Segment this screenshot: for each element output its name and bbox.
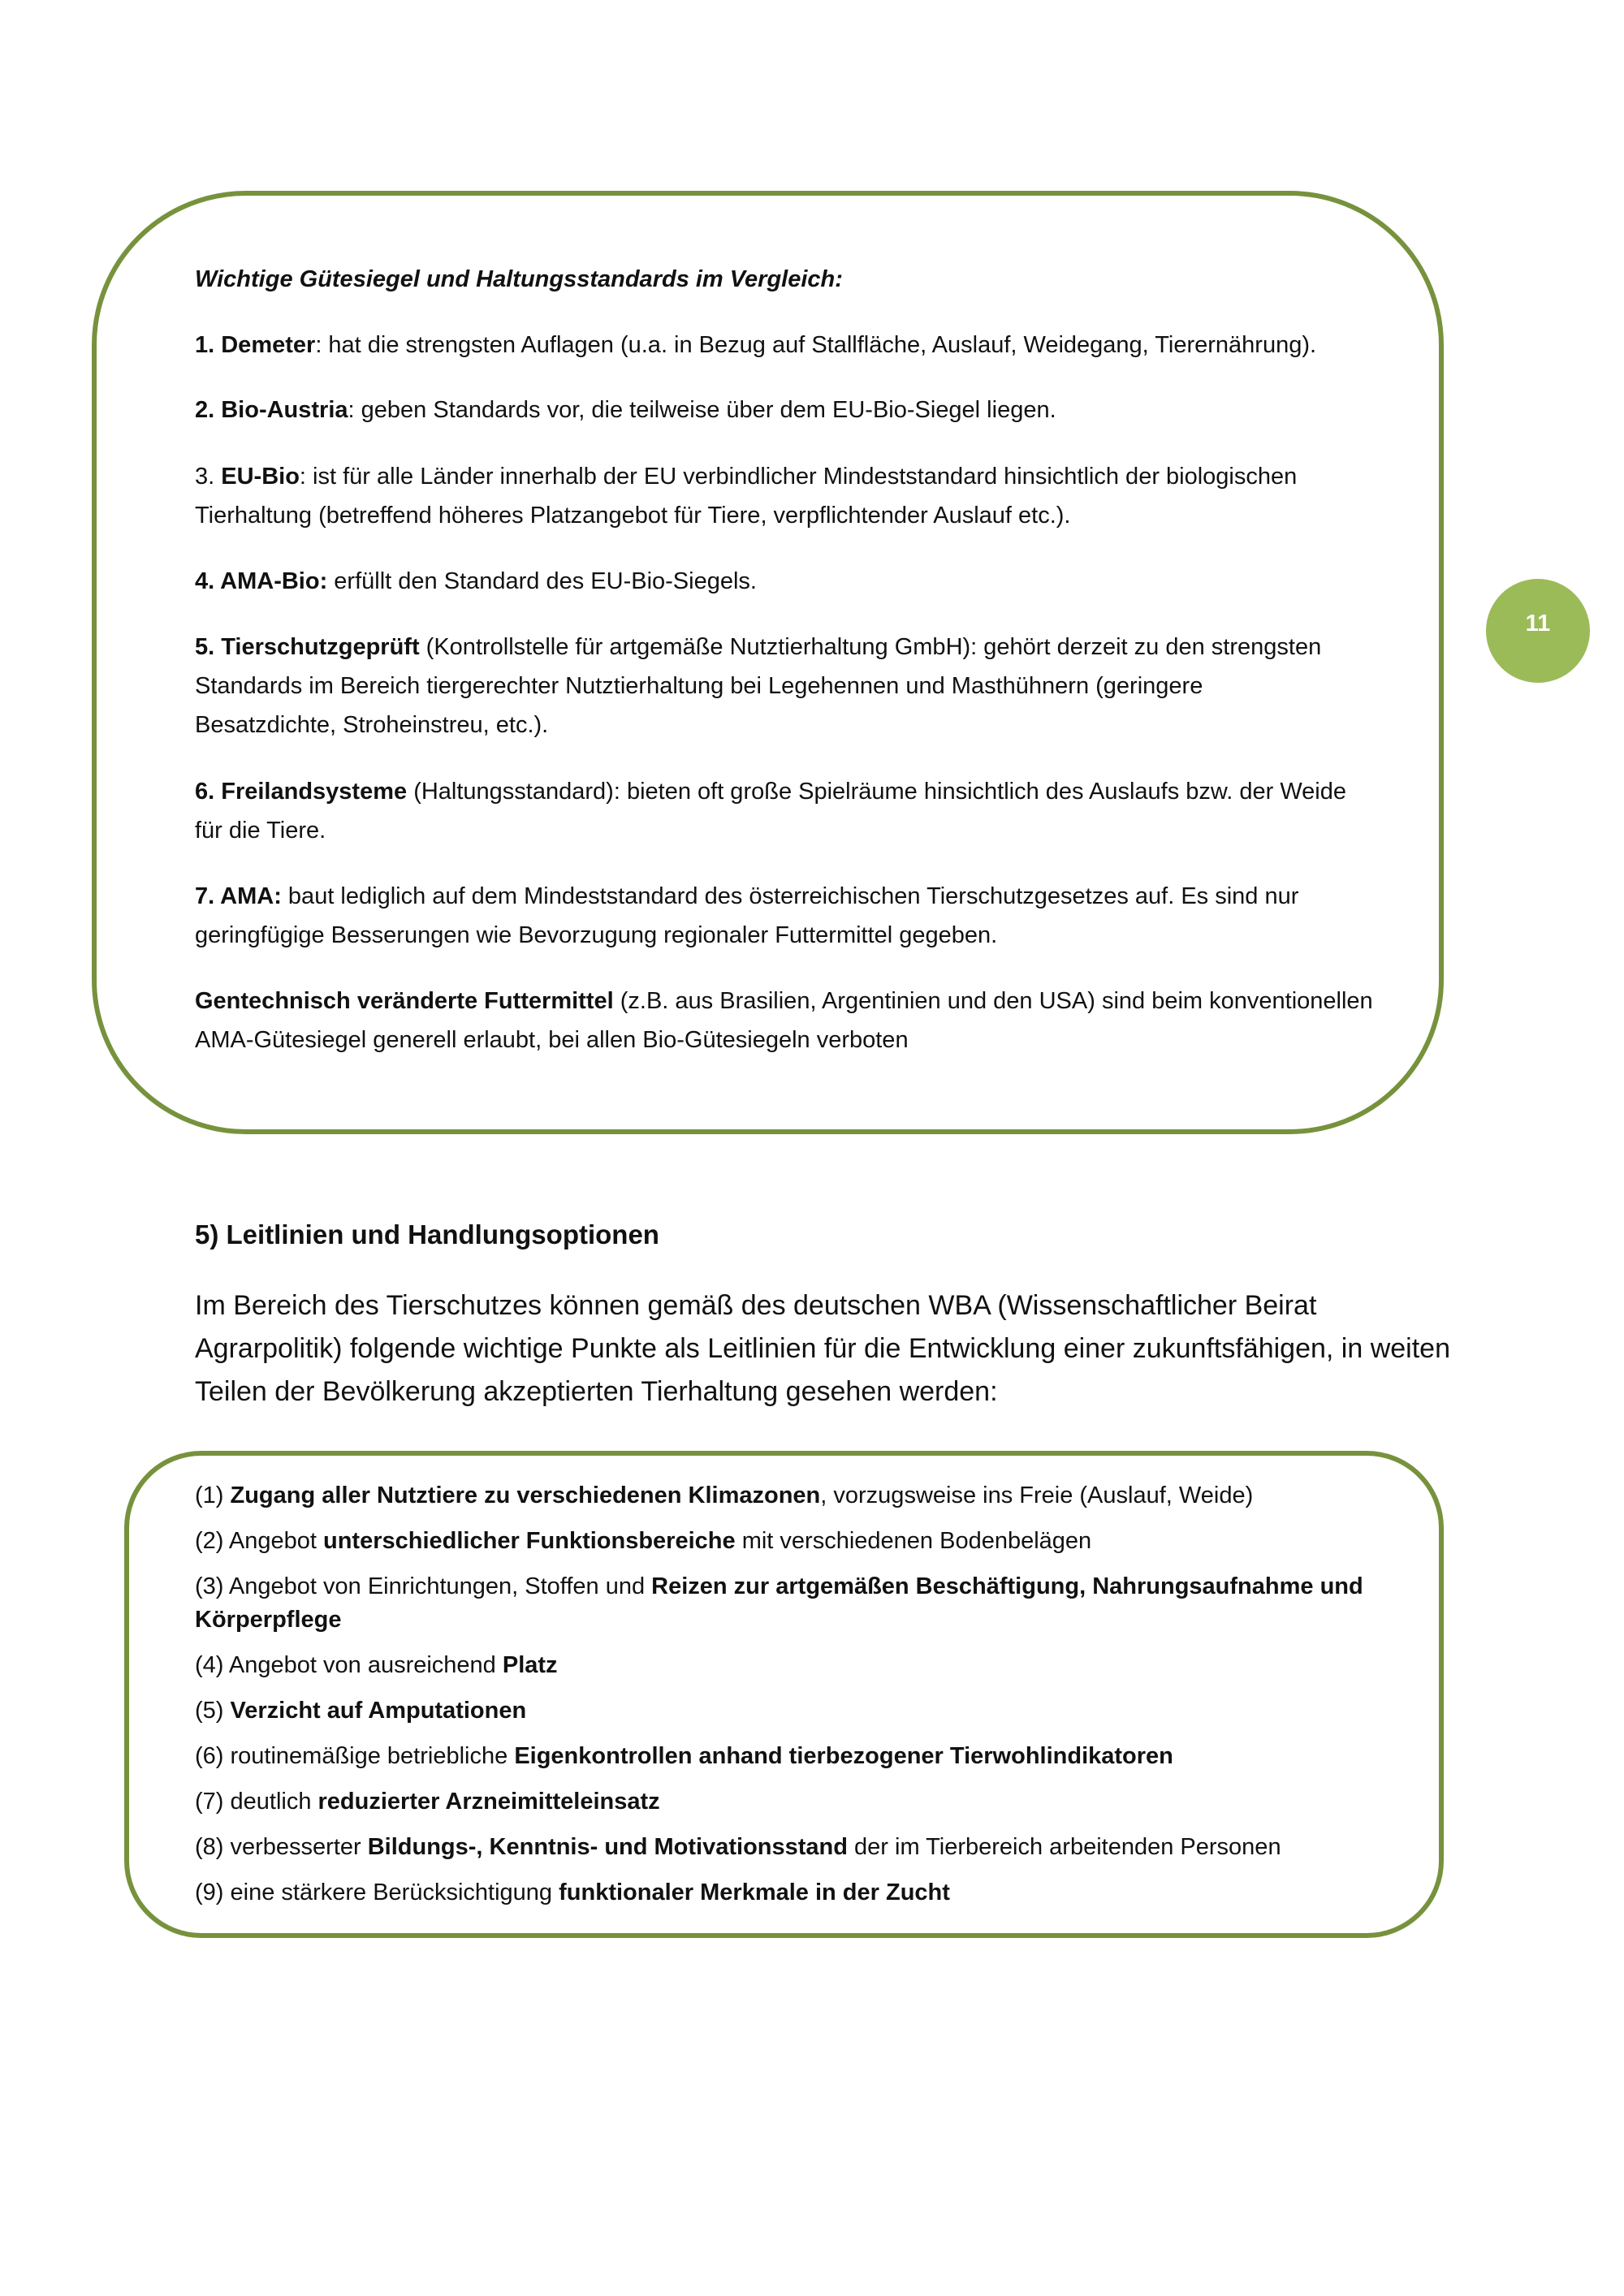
seal-label: 1. Demeter (195, 332, 316, 358)
guideline-item (195, 1785, 660, 1819)
seal-label: EU-Bio (221, 464, 300, 490)
seal-item-demeter (195, 326, 1316, 365)
guideline-text: (9) eine stärkere Berücksichtigung (195, 1880, 559, 1905)
guideline-bold: Eigenkontrollen anhand tierbezogener Tierwohlindikatoren (514, 1743, 1173, 1769)
guideline-text: der im Tierbereich arbeitenden Personen (847, 1834, 1281, 1860)
guideline-bold: Verzicht auf Amputationen (230, 1698, 527, 1724)
seal-label: 7. AMA: (195, 883, 282, 909)
seal-label: Gentechnisch veränderte Futtermittel (195, 988, 614, 1014)
guideline-text: (6) routinemäßige betriebliche (195, 1743, 515, 1769)
section-heading: 5) Leitlinien und Handlungsoptionen (195, 1219, 659, 1249)
seal-item-tierschutzgeprueft (195, 628, 1321, 744)
guideline-text: (5) (195, 1698, 231, 1724)
seal-text: AMA-Gütesiegel generell erlaubt, bei allen Bio-Gütesiegeln verboten (195, 1027, 909, 1053)
guideline-bold: Körperpflege (195, 1607, 342, 1633)
guideline-bold: Reizen zur artgemäßen Beschäftigung, Nahrungsaufnahme und (651, 1573, 1363, 1599)
seal-text: geringfügige Besserungen wie Bevorzugung regionaler Futtermittel gegeben. (195, 922, 998, 948)
seal-text: : geben Standards vor, die teilweise über dem EU-Bio-Siegel liegen. (348, 397, 1056, 423)
guideline-item (195, 1479, 1253, 1513)
guideline-bold: funktionaler Merkmale in der Zucht (559, 1880, 950, 1905)
guideline-item (195, 1525, 1091, 1558)
seal-text: : hat die strengsten Auflagen (u.a. in Bezug auf Stallfläche, Auslauf, Weidegang, Tierernährung). (315, 332, 1317, 358)
seal-label: 4. AMA-Bio: (195, 568, 328, 594)
seal-prefix: 3. (195, 464, 222, 490)
seal-label: 2. Bio-Austria (195, 397, 348, 423)
seal-text: Standards im Bereich tiergerechter Nutztierhaltung bei Legehennen und Masthühnern (geringere (195, 673, 1203, 699)
guideline-item (195, 1831, 1281, 1864)
guideline-text: (3) Angebot von Einrichtungen, Stoffen und (195, 1573, 652, 1599)
seal-item-freilandsysteme (195, 772, 1346, 850)
seal-text: Tierhaltung (betreffend höheres Platzangebot für Tiere, verpflichtender Auslauf etc.). (195, 503, 1071, 529)
guideline-item (195, 1740, 1173, 1773)
guideline-text: mit verschiedenen Bodenbelägen (735, 1528, 1092, 1554)
seal-item-ama-bio (195, 562, 757, 601)
seal-text: baut lediglich auf dem Mindeststandard des österreichischen Tierschutzgesetzes auf. Es sind nur (281, 883, 1299, 909)
guideline-text: (1) (195, 1482, 231, 1508)
seal-text: (z.B. aus Brasilien, Argentinien und den USA) sind beim konventionellen (613, 988, 1373, 1014)
seal-text: für die Tiere. (195, 818, 326, 844)
box-title: Wichtige Gütesiegel und Haltungsstandards im Vergleich: (195, 266, 843, 292)
seal-text: Besatzdichte, Stroheinstreu, etc.). (195, 712, 549, 738)
guideline-item (195, 1570, 1363, 1637)
seal-item-gmo-feed (195, 982, 1373, 1060)
guideline-text: (2) Angebot (195, 1528, 323, 1554)
guideline-bold: reduzierter Arzneimitteleinsatz (317, 1789, 660, 1815)
seal-item-ama (195, 877, 1298, 955)
seal-text: erfüllt den Standard des EU-Bio-Siegels. (327, 568, 757, 594)
seal-label: 5. Tierschutzgeprüft (195, 634, 420, 660)
guideline-item (195, 1876, 950, 1910)
section-intro: Im Bereich des Tierschutzes können gemäß des deutschen WBA (Wissenschaftlicher Beirat Agrarpolitik) folgende wichtige Punkte als Leitlinien für die Entwicklung einer zukunftsfähigen, in weiten Teilen der Bevölkerung akzeptierten Tierhaltung gesehen werden: (195, 1290, 1450, 1407)
guideline-text: (4) Angebot von ausreichend (195, 1652, 503, 1678)
seal-label: 6. Freilandsysteme (195, 779, 408, 805)
page-number-badge: 11 (1486, 579, 1590, 683)
guideline-item (195, 1694, 526, 1728)
guideline-item (195, 1649, 558, 1682)
seal-item-bio-austria (195, 391, 1056, 429)
guideline-bold: Bildungs-, Kenntnis- und Motivationsstand (367, 1834, 848, 1860)
seal-item-eu-bio (195, 457, 1297, 535)
seal-text: : ist für alle Länder innerhalb der EU verbindlicher Mindeststandard hinsichtlich der biologischen (299, 464, 1298, 490)
guideline-text: (8) verbesserter (195, 1834, 368, 1860)
guideline-text: , vorzugsweise ins Freie (Auslauf, Weide) (820, 1482, 1254, 1508)
guideline-bold: Platz (502, 1652, 558, 1678)
seal-text: (Kontrollstelle für artgemäße Nutztierhaltung GmbH): gehört derzeit zu den strengsten (419, 634, 1322, 660)
guideline-text: (7) deutlich (195, 1789, 318, 1815)
guideline-bold: Zugang aller Nutztiere zu verschiedenen Klimazonen (230, 1482, 821, 1508)
guideline-bold: unterschiedlicher Funktionsbereiche (323, 1528, 736, 1554)
seal-text: (Haltungsstandard): bieten oft große Spielräume hinsichtlich des Auslaufs bzw. der Weide (407, 779, 1346, 805)
